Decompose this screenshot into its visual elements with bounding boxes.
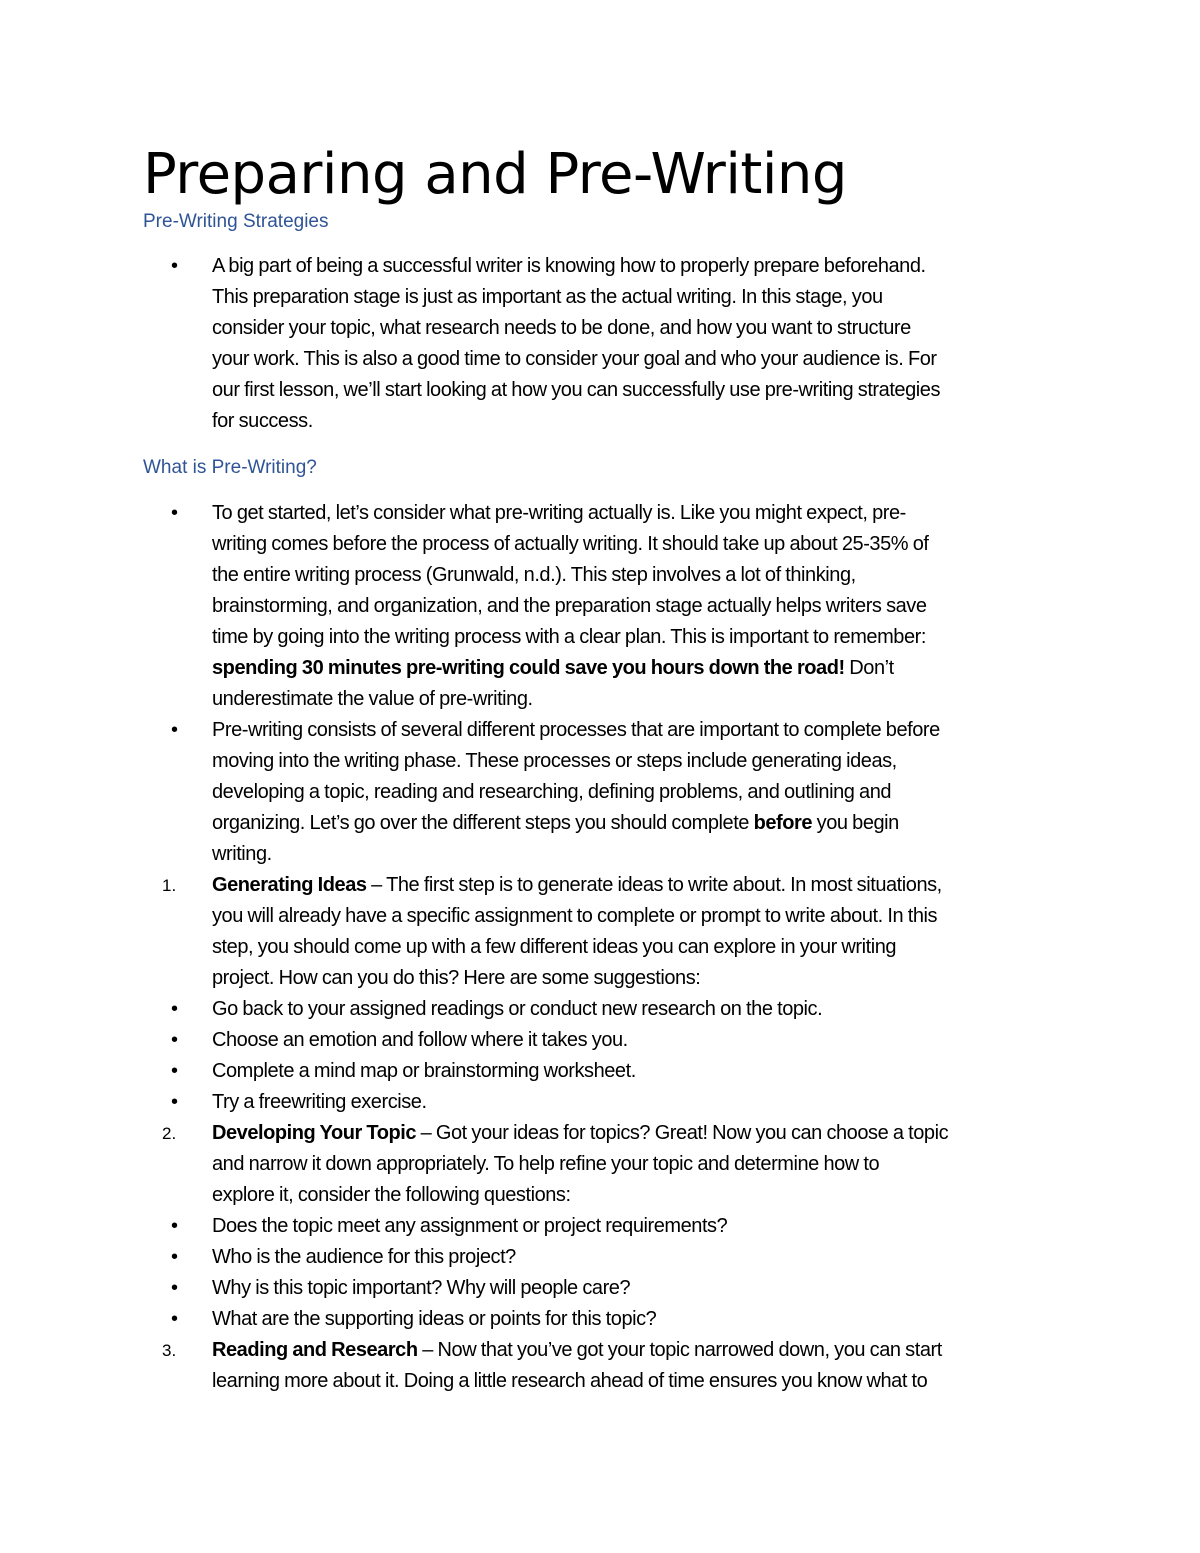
list-item — [0, 1025, 1200, 1056]
text-line: underestimate the value of pre-writing. — [212, 688, 533, 710]
list-item-reading-and-research — [0, 1335, 1200, 1397]
list-item — [0, 1087, 1200, 1118]
step-title: Reading and Research — [212, 1339, 418, 1361]
text-line: project. How can you do this? Here are some suggestions: — [212, 967, 701, 989]
text-line: To get started, let’s consider what pre-writing actually is. Like you might expect, pre- — [212, 502, 906, 524]
text-line: Go back to your assigned readings or conduct new research on the topic. — [212, 998, 823, 1020]
text-line: Why is this topic important? Why will people care? — [212, 1277, 631, 1299]
text-line: What are the supporting ideas or points for this topic? — [212, 1308, 657, 1330]
text-line: step, you should come up with a few different ideas you can explore in your writing — [212, 936, 897, 958]
text-line: for success. — [212, 410, 313, 432]
bullet-marker: • — [171, 502, 179, 524]
text-line: Pre-writing consists of several different processes that are important to complete before — [212, 719, 940, 741]
text-line: brainstorming, and organization, and the preparation stage actually helps writers save — [212, 595, 927, 617]
text-line: time by going into the writing process with a clear plan. This is important to remember: — [212, 626, 926, 648]
text-line: Developing Your Topic – Got your ideas for topics? Great! Now you can choose a topic — [212, 1122, 949, 1144]
text-line: organizing. Let’s go over the different steps you should complete before you begin — [212, 812, 899, 834]
document-title: Preparing and Pre-Writing — [143, 142, 847, 207]
text-line: Does the topic meet any assignment or project requirements? — [212, 1215, 728, 1237]
text-line: writing. — [212, 843, 272, 865]
text-line: writing comes before the process of actually writing. It should take up about 25-35% of — [212, 533, 929, 555]
text-line: Generating Ideas – The first step is to generate ideas to write about. In most situations, — [212, 874, 942, 896]
text-line: Try a freewriting exercise. — [212, 1091, 427, 1113]
text-line: moving into the writing phase. These processes or steps include generating ideas, — [212, 750, 897, 772]
text-line: learning more about it. Doing a little research ahead of time ensures you know what to — [212, 1370, 928, 1392]
text-line: Who is the audience for this project? — [212, 1246, 516, 1268]
text-line: A big part of being a successful writer is knowing how to properly prepare beforehand. — [212, 255, 926, 277]
text-line: Complete a mind map or brainstorming worksheet. — [212, 1060, 636, 1082]
text-line: This preparation stage is just as important as the actual writing. In this stage, you — [212, 286, 883, 308]
text-line: developing a topic, reading and researching, defining problems, and outlining and — [212, 781, 892, 803]
list-item — [0, 1056, 1200, 1087]
text-line: and narrow it down appropriately. To help refine your topic and determine how to — [212, 1153, 880, 1175]
number-marker: 2. — [162, 1124, 177, 1143]
text-line: your work. This is also a good time to consider your goal and who your audience is. For — [212, 348, 937, 370]
bullet-marker: • — [171, 1215, 179, 1237]
bullet-marker: • — [171, 1060, 179, 1082]
bullet-marker: • — [171, 719, 179, 741]
bullet-marker: • — [171, 255, 179, 277]
step-title: Generating Ideas — [212, 874, 367, 896]
bullet-marker: • — [171, 998, 179, 1020]
text-line: explore it, consider the following questions: — [212, 1184, 571, 1206]
list-item — [0, 1242, 1200, 1273]
list-item — [0, 498, 1200, 715]
list-item-developing-your-topic — [0, 1118, 1200, 1211]
bullet-marker: • — [171, 1246, 179, 1268]
list-item — [0, 1211, 1200, 1242]
step-title: Developing Your Topic — [212, 1122, 417, 1144]
bold-emphasis: before — [753, 812, 813, 834]
list-item — [0, 251, 1200, 437]
text-line: our first lesson, we’ll start looking at how you can successfully use pre-writing strategies — [212, 379, 940, 401]
list-item — [0, 1304, 1200, 1335]
list-item — [0, 994, 1200, 1025]
text-line: Choose an emotion and follow where it takes you. — [212, 1029, 628, 1051]
list-item — [0, 715, 1200, 870]
bullet-marker: • — [171, 1308, 179, 1330]
text-line: consider your topic, what research needs to be done, and how you want to structure — [212, 317, 911, 339]
number-marker: 1. — [162, 876, 177, 895]
bullet-marker: • — [171, 1277, 179, 1299]
bullet-marker: • — [171, 1029, 179, 1051]
section-heading-pre-writing-strategies: Pre-Writing Strategies — [143, 211, 329, 232]
list-item-generating-ideas — [0, 870, 1200, 994]
text-line: you will already have a specific assignment to complete or prompt to write about. In this — [212, 905, 938, 927]
number-marker: 3. — [162, 1341, 177, 1360]
text-line: the entire writing process (Grunwald, n.d.). This step involves a lot of thinking, — [212, 564, 856, 586]
text-line: Reading and Research – Now that you’ve got your topic narrowed down, you can start — [212, 1339, 942, 1361]
bullet-marker: • — [171, 1091, 179, 1113]
text-line: spending 30 minutes pre-writing could save you hours down the road! Don’t — [212, 657, 894, 679]
pre-writing-strategies-list — [0, 251, 1200, 437]
bold-emphasis: spending 30 minutes pre-writing could save you hours down the road! — [212, 657, 845, 679]
what-is-pre-writing-list — [0, 498, 1200, 1397]
section-heading-what-is-pre-writing: What is Pre-Writing? — [143, 457, 317, 478]
list-item — [0, 1273, 1200, 1304]
